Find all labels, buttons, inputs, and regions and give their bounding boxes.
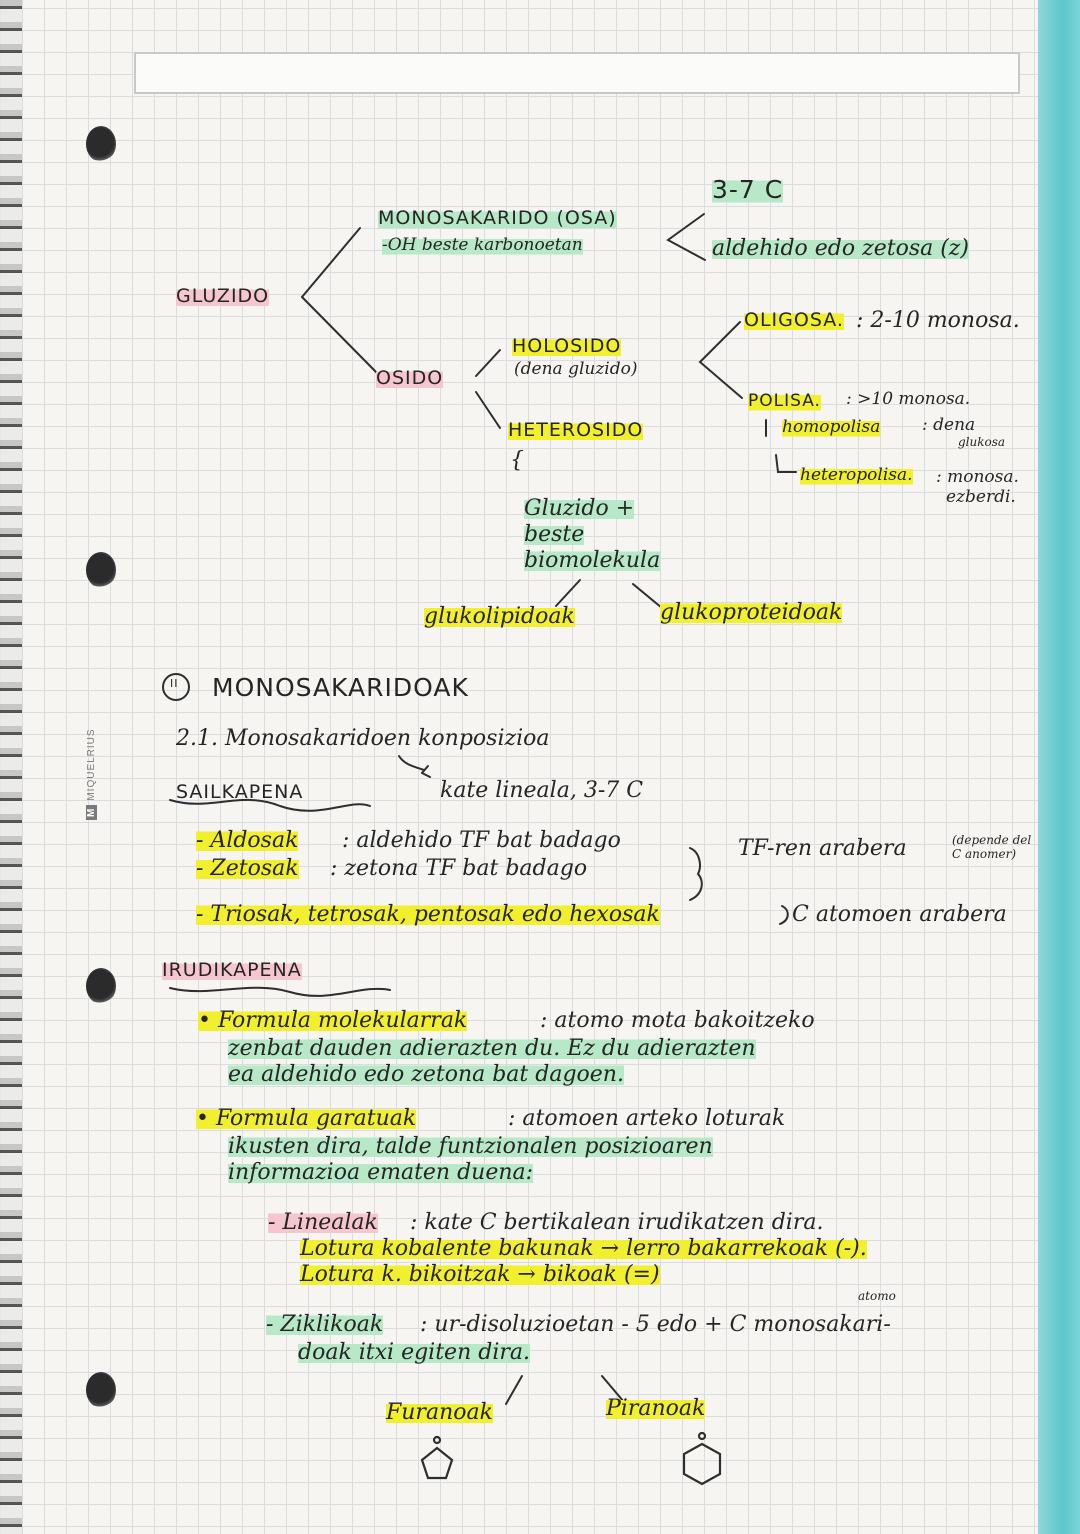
punch-hole: [86, 1372, 116, 1408]
punch-hole: [86, 968, 116, 1004]
root-label-gluzido: GLUZIDO: [176, 285, 270, 307]
formula-molekularrak-line-2: zenbat dauden adierazten du. Ez du adierazten: [228, 1036, 756, 1061]
heterosido-line-2: beste: [524, 522, 585, 547]
formula-molekularrak-line-3: ea aldehido edo zetona bat dagoen.: [228, 1062, 624, 1087]
heterosido-line-1: Gluzido +: [524, 496, 635, 521]
page-edge-tab: [1038, 0, 1080, 1534]
formula-garatuak-line-3: informazioa ematen duena:: [228, 1160, 534, 1185]
oligosa-label: OLIGOSA.: [744, 309, 844, 331]
homopolisa-label: homopolisa: [782, 417, 881, 437]
irudikapena-heading: IRUDIKAPENA: [162, 959, 302, 981]
linealak-line-3: Lotura k. bikoitzak → bikoak (=): [300, 1262, 660, 1287]
monosakarido-label: MONOSAKARIDO (OSA): [378, 207, 617, 229]
atomo-note: atomo: [858, 1289, 896, 1303]
holosido-label: HOLOSIDO: [512, 335, 622, 357]
furanoak-label: Furanoak: [386, 1400, 493, 1425]
brand-mark: [86, 728, 108, 820]
formula-garatuak-line-1: : atomoen arteko loturak: [508, 1106, 786, 1131]
glukoproteidoak-label: glukoproteidoak: [660, 600, 843, 625]
heterosido-brace: {: [510, 448, 524, 473]
heteropolisa-desc-2: ezberdi.: [946, 487, 1016, 507]
homopolisa-desc: : dena: [922, 415, 976, 435]
formula-garatuak-line-2: ikusten dira, talde funtzionalen posizioaren: [228, 1134, 713, 1159]
polisa-desc: : >10 monosa.: [846, 389, 971, 409]
formula-molekularrak-title: • Formula molekularrak: [198, 1008, 468, 1033]
heterosido-label: HETEROSIDO: [508, 419, 644, 441]
tf-note: TF-ren arabera: [738, 836, 907, 861]
tf-paren: (depende del C anomer): [952, 833, 1032, 861]
section-note: kate lineala, 3-7 C: [440, 778, 644, 803]
formula-garatuak-title: • Formula garatuak: [196, 1106, 417, 1131]
heteropolisa-label: heteropolisa.: [800, 465, 913, 485]
triosak-label: - Triosak, tetrosak, pentosak edo hexosak: [196, 902, 660, 927]
c-atomo-note: C atomoen arabera: [792, 902, 1007, 927]
piranoak-label: Piranoak: [606, 1396, 706, 1421]
zetosak-label: - Zetosak: [196, 856, 299, 881]
ziklikoak-line-2: doak itxi egiten dira.: [298, 1340, 530, 1365]
header-box: [134, 52, 1020, 94]
heteropolisa-desc: : monosa.: [936, 467, 1019, 487]
glukolipidoak-label: glukolipidoak: [424, 604, 575, 629]
polisa-label: POLISA.: [748, 391, 821, 411]
punch-hole: [86, 552, 116, 588]
punch-hole: [86, 126, 116, 162]
homopolisa-desc-2: glukosa: [958, 435, 1006, 449]
c-range-label: 3-7 C: [712, 175, 784, 204]
zetosak-desc: : zetona TF bat badago: [330, 856, 588, 881]
monosakarido-sub: -OH beste karbonoetan: [382, 235, 583, 255]
linealak-title: - Linealak: [268, 1210, 378, 1235]
brand-logo: M: [86, 805, 97, 820]
ziklikoak-line-1: : ur-disoluzioetan - 5 edo + C monosakari-: [420, 1312, 891, 1337]
aldosak-desc: : aldehido TF bat badago: [342, 828, 621, 853]
aldosak-label: - Aldosak: [196, 828, 299, 853]
section-number: II: [170, 677, 179, 690]
osido-label: OSIDO: [376, 367, 444, 389]
formula-molekularrak-line-1: : atomo mota bakoitzeko: [540, 1008, 815, 1033]
sailkapena-heading: SAILKAPENA: [176, 781, 304, 803]
linealak-line-1: : kate C bertikalean irudikatzen dira.: [410, 1210, 824, 1235]
holosido-sub: (dena gluzido): [514, 359, 638, 379]
oligosa-desc: : 2-10 monosa.: [856, 308, 1020, 333]
spiral-binding: [0, 0, 22, 1534]
linealak-line-2: Lotura kobalente bakunak → lerro bakarrekoak (-).: [300, 1236, 867, 1261]
section-subtitle: 2.1. Monosakaridoen konposizioa: [176, 726, 550, 751]
brand-name: MIQUELRIUS: [86, 728, 97, 801]
aldehido-zetosa-label: aldehido edo zetosa (z): [712, 236, 969, 261]
section-title: MONOSAKARIDOAK: [212, 673, 469, 702]
heterosido-line-3: biomolekula: [524, 548, 661, 573]
ziklikoak-title: - Ziklikoak: [266, 1312, 384, 1337]
